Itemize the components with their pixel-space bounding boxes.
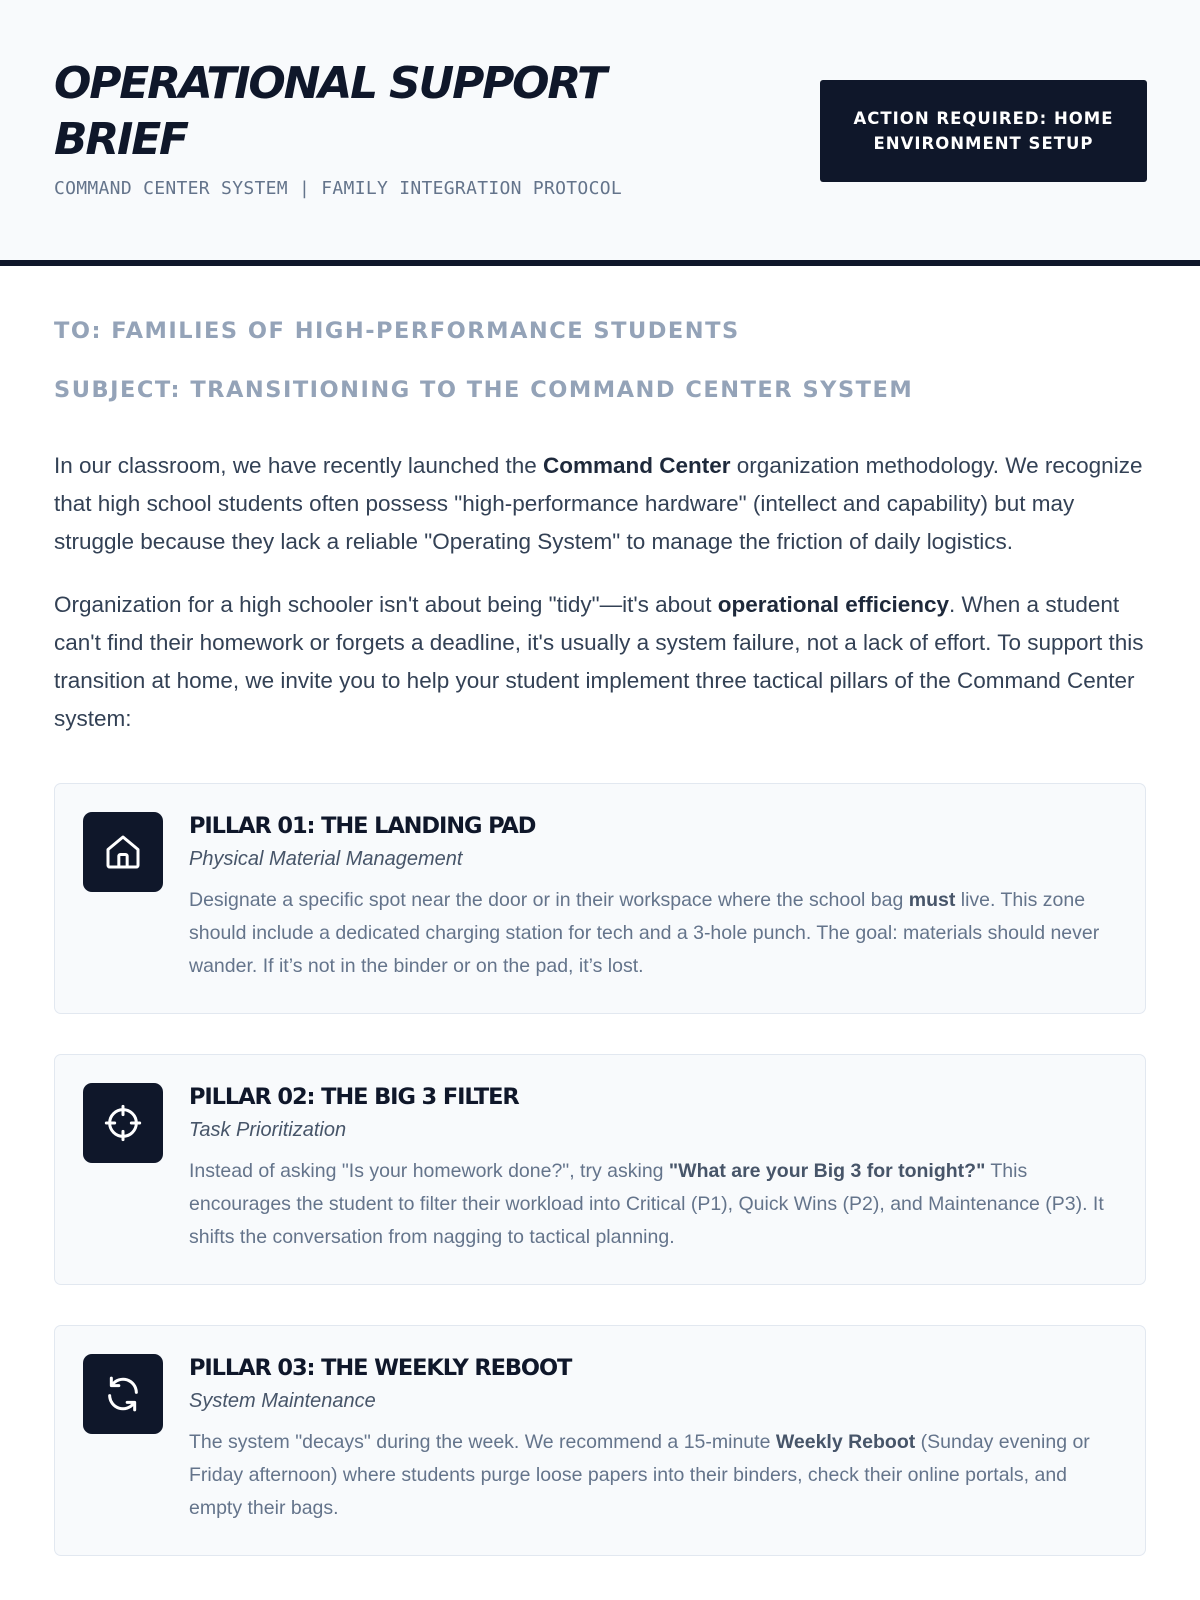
pillar-title: PILLAR 01: THE LANDING PAD: [189, 813, 536, 839]
home-icon: [83, 812, 163, 892]
pillar-title: PILLAR 02: THE BIG 3 FILTER: [189, 1084, 519, 1110]
pillar-card-2: [54, 1054, 1146, 1285]
page-title: OPERATIONAL SUPPORT BRIEF: [54, 58, 605, 165]
pillar-subtitle: Physical Material Management: [189, 848, 463, 870]
intro-paragraph-2: [54, 586, 1146, 738]
intro-p2-text-b: . When a student can't find their homework or forgets a deadline, it's usually a system failure, not a lack of effort. To support this transition at home, we invite you to help your student implement three tactical pillars of the Command Center system:: [54, 592, 1144, 731]
pillar-body-text-a: Instead of asking "Is your homework done?", try asking: [189, 1160, 669, 1182]
pillar-body: [189, 1426, 1119, 1525]
page-subtitle: COMMAND CENTER SYSTEM | FAMILY INTEGRATION PROTOCOL: [54, 178, 622, 199]
intro-paragraph-1: [54, 447, 1146, 561]
main-content: [0, 266, 1200, 1556]
crosshair-icon: [83, 1083, 163, 1163]
pillar-body-bold: Weekly Reboot: [775, 1431, 916, 1453]
pillar-body-text-a: The system "decays" during the week. We recommend a 15-minute: [189, 1431, 776, 1453]
intro-p2-text-a: Organization for a high schooler isn't about being "tidy"—it's about: [54, 592, 718, 617]
pillar-title: PILLAR 03: THE WEEKLY REBOOT: [189, 1355, 572, 1381]
intro-p1-bold: Command Center: [543, 453, 731, 478]
refresh-icon: [83, 1354, 163, 1434]
memo-subject: SUBJECT: TRANSITIONING TO THE COMMAND CENTER SYSTEM: [54, 377, 914, 403]
action-required-badge: [820, 80, 1147, 182]
intro-p1-text-a: In our classroom, we have recently launched the: [54, 453, 544, 478]
pillar-body: [189, 1155, 1119, 1254]
intro-p1-text-b: organization methodology. We recognize that high school students often possess "high-performance hardware" (intellect and capability) but may struggle because they lack a reliable "Operating System" to manage the friction of daily logistics.: [54, 453, 1143, 554]
action-required-text: ACTION REQUIRED: HOME ENVIRONMENT SETUP: [853, 109, 1114, 153]
pillar-body-text-b: (Sunday evening or Friday afternoon) where students purge loose papers into their binders, check their online portals, and empty their bags.: [189, 1431, 1090, 1519]
pillar-body-text-a: Designate a specific spot near the door or in their workspace where the school bag: [189, 889, 909, 911]
pillar-body-bold: "What are your Big 3 for tonight?": [668, 1160, 986, 1182]
intro-p2-bold: operational efficiency: [717, 592, 950, 617]
pillar-body: [189, 884, 1119, 983]
memo-to: TO: FAMILIES OF HIGH-PERFORMANCE STUDENTS: [54, 318, 740, 344]
pillar-card-1: [54, 783, 1146, 1014]
pillar-subtitle: Task Prioritization: [189, 1119, 347, 1141]
pillar-body-text-b: This encourages the student to filter their workload into Critical (P1), Quick Wins (P2), and Maintenance (P3). It shifts the conversation from nagging to tactical planning.: [189, 1160, 1104, 1248]
pillar-body-text-b: live. This zone should include a dedicated charging station for tech and a 3-hole punch. The goal: materials should never wander. If it’s not in the binder or on the pad, it’s lost.: [189, 889, 1100, 977]
header: [0, 0, 1200, 266]
pillar-body-bold: must: [908, 889, 956, 911]
pillar-subtitle: System Maintenance: [189, 1390, 376, 1412]
pillar-card-3: [54, 1325, 1146, 1556]
